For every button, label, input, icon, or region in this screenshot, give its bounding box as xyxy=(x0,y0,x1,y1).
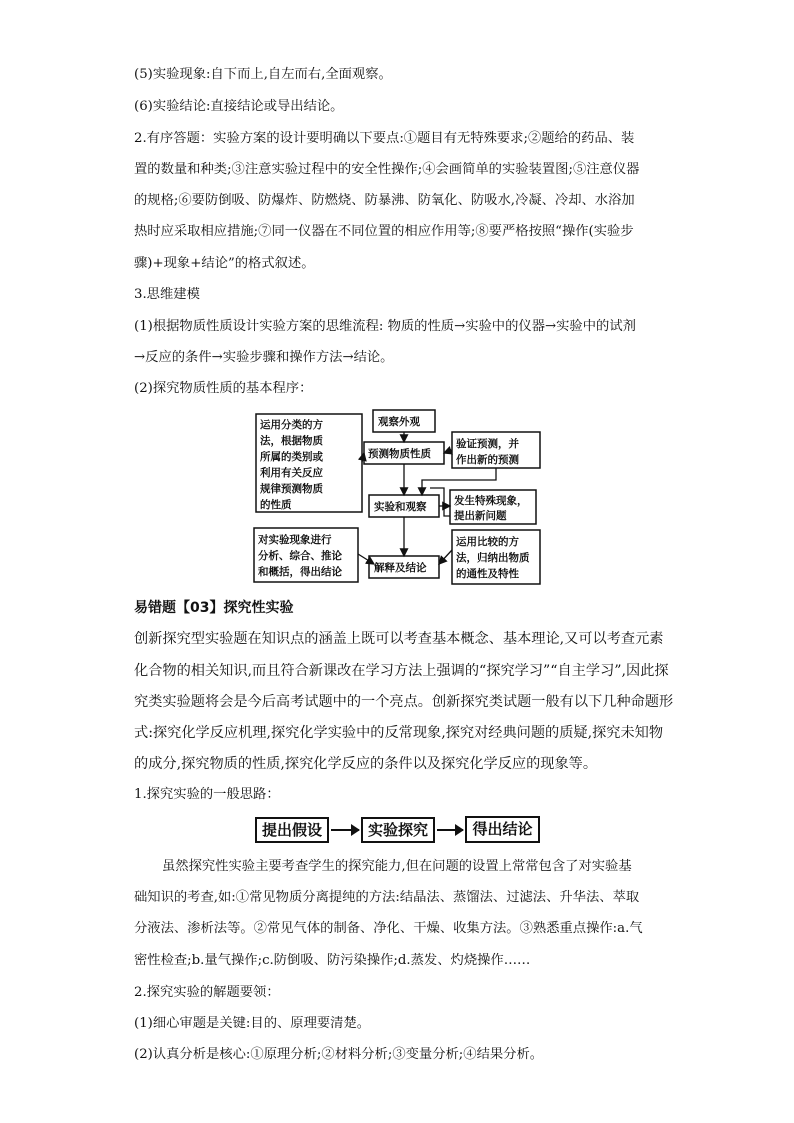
compare-text-2: 法，归纳出物质 xyxy=(456,552,530,564)
line-1: (5)实验现象:自下而上,自左而右,全面观察。 xyxy=(134,67,392,82)
para-line-10: 密性检查;b.量气操作;c.防倒吸、防污染操作;d.蒸发、灼烧操作…… xyxy=(134,953,531,968)
verify-text-2: 作出新的预测 xyxy=(456,454,519,466)
verify-text-1: 验证预测，并 xyxy=(456,438,519,450)
flow-step-conclusion: 得出结论 xyxy=(465,816,540,843)
line-7: 骤)+现象+结论”的格式叙述。 xyxy=(134,256,315,271)
para-line-3: 究类实验题将会是今后高考试题中的一个亮点。创新探究类试题一般有以下几种命题形 xyxy=(134,694,674,710)
para-line-4: 式:探究化学反应机理,探究化学实验中的反常现象,探究对经典问题的质疑,探究未知物 xyxy=(134,725,664,741)
classification-text-4: 利用有关反应 xyxy=(260,467,323,479)
special-text-2: 提出新问题 xyxy=(454,510,507,522)
line-5: 的规格;⑥要防倒吸、防爆炸、防燃烧、防暴沸、防氧化、防吸水,冷凝、冷却、水浴加 xyxy=(134,193,635,208)
explain-text: 解释及结论 xyxy=(374,562,427,574)
para-line-13: (2)认真分析是核心:①原理分析;②材料分析;③变量分析;④结果分析。 xyxy=(134,1047,544,1062)
analysis-text-3: 和概括，得出结论 xyxy=(258,566,342,578)
special-text-1: 发生特殊现象， xyxy=(454,495,528,507)
predict-text: 预测物质性质 xyxy=(368,448,431,460)
experiment-text: 实验和观察 xyxy=(374,501,427,513)
line-11: (2)探究物质性质的基本程序： xyxy=(134,381,313,396)
flow-arrow-2 xyxy=(437,829,463,831)
para-line-1: 创新探究型实验题在知识点的涵盖上既可以考查基本概念、基本理论,又可以考查元素 xyxy=(134,631,664,647)
classification-text-1: 运用分类的方 xyxy=(260,419,323,431)
flow-arrow-1 xyxy=(331,829,359,831)
para-line-2: 化合物的相关知识,而且符合新课改在学习方法上强调的“探究学习”“自主学习”,因此探 xyxy=(134,663,669,679)
classification-text-6: 的性质 xyxy=(260,499,292,511)
line-3: 2.有序答题：实验方案的设计要明确以下要点:①题目有无特殊要求;②题给的药品、装 xyxy=(134,131,635,146)
compare-text-3: 的通性及特性 xyxy=(456,568,519,580)
line-4: 置的数量和种类;③注意实验过程中的安全性操作;④会画简单的实验装置图;⑤注意仪器 xyxy=(134,162,640,177)
para-line-9: 分液法、渗析法等。②常见气体的制备、净化、干燥、收集方法。③熟悉重点操作:a.气 xyxy=(134,921,643,936)
line-8: 3.思维建模 xyxy=(134,287,200,302)
analysis-text-2: 分析、综合、推论 xyxy=(258,550,342,562)
flow-step-hypothesis: 提出假设 xyxy=(255,817,329,843)
para-line-7: 虽然探究性实验主要考查学生的探究能力,但在问题的设置上常常包含了对实验基 xyxy=(162,859,632,874)
section-heading: 易错题【03】探究性实验 xyxy=(134,600,294,616)
analysis-text-1: 对实验现象进行 xyxy=(258,534,332,546)
line-6: 热时应采取相应措施;⑦同一仪器在不同位置的相应作用等;⑧要严格按照“操作(实验步 xyxy=(134,224,634,239)
para-line-5: 的成分,探究物质的性质,探究化学反应的条件以及探究化学反应的现象等。 xyxy=(134,756,598,772)
classification-text-2: 法，根据物质 xyxy=(260,435,323,447)
para-line-12: (1)细心审题是关键:目的、原理要清楚。 xyxy=(134,1016,371,1031)
flow-step-explore: 实验探究 xyxy=(361,817,435,843)
classification-text-5: 规律预测物质 xyxy=(260,483,323,495)
para-line-6: 1.探究实验的一般思路： xyxy=(134,787,280,802)
para-line-8: 础知识的考查,如:①常见物质分离提纯的方法:结晶法、蒸馏法、过滤法、升华法、萃取 xyxy=(134,890,640,905)
compare-text-1: 运用比较的方 xyxy=(456,536,519,548)
observe-text: 观察外观 xyxy=(378,416,420,428)
line-2: (6)实验结论:直接结论或导出结论。 xyxy=(134,99,344,114)
property-procedure-diagram xyxy=(252,404,544,586)
line-10: →反应的条件→实验步骤和操作方法→结论。 xyxy=(134,350,394,365)
classification-text-3: 所属的类别或 xyxy=(260,451,323,463)
line-9: (1)根据物质性质设计实验方案的思维流程: 物质的性质→实验中的仪器→实验中的试剂 xyxy=(134,319,636,334)
para-line-11: 2.探究实验的解题要领： xyxy=(134,985,280,1000)
